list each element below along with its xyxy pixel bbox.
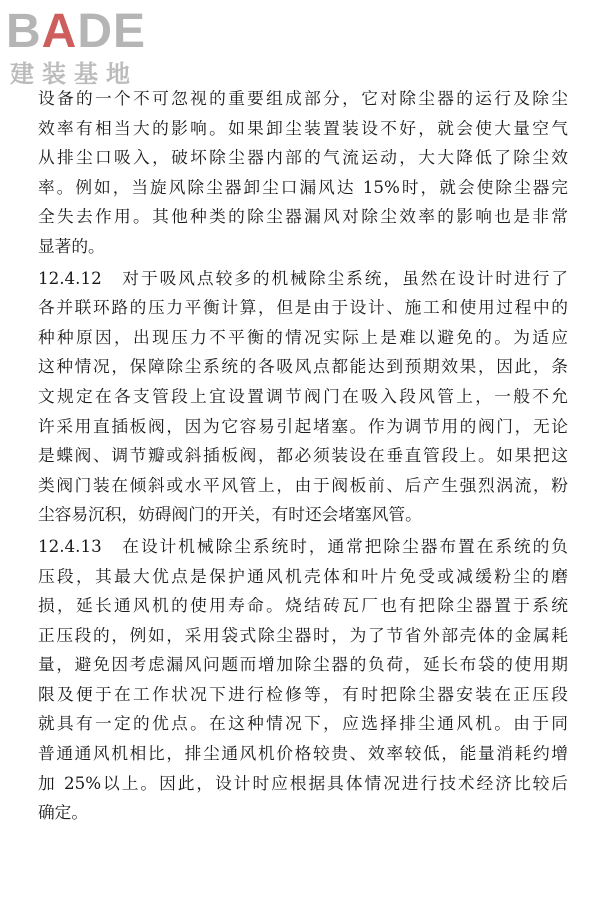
text-line: 损，延长通风机的使用寿命。烧结砖瓦厂也有把除尘器置于系统 (38, 595, 568, 616)
text-line: 这种情况，保障除尘系统的各吸风点都能达到预期效果，因此，条 (38, 356, 568, 377)
text-line: 就具有一定的优点。在这种情况下，应选择排尘通风机。由于同 (38, 713, 568, 734)
text-line: 各并联环路的压力平衡计算，但是由于设计、施工和使用过程中的 (38, 297, 568, 318)
watermark-brand-accent: A (41, 5, 78, 58)
text-line: 12.4.13 在设计机械除尘系统时，通常把除尘器布置在系统的负 (38, 535, 568, 556)
text-line: 限及便于在工作状况下进行检修等，有时把除尘器安装在正压段 (38, 683, 568, 704)
paragraph-12-4-12 (38, 264, 568, 530)
text-line: 正压段的，例如，采用袋式除尘器时，为了节省外部壳体的金属耗 (38, 624, 568, 645)
text-line: 效率有相当大的影响。如果卸尘装置装设不好，就会使大量空气 (38, 117, 568, 138)
text-line: 量，避免因考虑漏风问题而增加除尘器的负荷，延长布袋的使用期 (38, 654, 568, 675)
text-line: 种种原因，出现压力不平衡的情况实际上是难以避免的。为适应 (38, 326, 568, 347)
watermark-subtitle: 建装基地 (10, 60, 138, 88)
text-line: 尘容易沉积，妨碍阀门的开关，有时还会堵塞风管。 (38, 504, 422, 525)
text-line: 12.4.12 对于吸风点较多的机械除尘系统，虽然在设计时进行了 (38, 267, 568, 288)
text-line: 率。例如，当旋风除尘器卸尘口漏风达 15%时，就会使除尘器完 (38, 176, 568, 197)
text-line: 加 25%以上。因此，设计时应根据具体情况进行技术经济比较后 (38, 772, 568, 793)
text-line: 全失去作用。其他种类的除尘器漏风对除尘效率的影响也是非常 (38, 206, 568, 227)
text-line: 类阀门装在倾斜或水平风管上，由于阀板前、后产生强烈涡流，粉 (38, 474, 568, 495)
text-line: 许采用直插板阀，因为它容易引起堵塞。作为调节用的阀门，无论 (38, 415, 568, 436)
text-line: 从排尘口吸入，破坏除尘器内部的气流运动，大大降低了除尘效 (38, 147, 568, 168)
text-line: 是蝶阀、调节瓣或斜插板阀，都必须装设在垂直管段上。如果把这 (38, 445, 568, 466)
text-line: 普通通风机相比，排尘通风机价格较贵、效率较低，能量消耗约增 (38, 743, 568, 764)
text-line: 设备的一个不可忽视的重要组成部分，它对除尘器的运行及除尘 (38, 88, 568, 108)
text-line: 压段，其最大优点是保护通风机壳体和叶片免受或减缓粉尘的磨 (38, 565, 568, 586)
watermark-brand: BADE (6, 5, 147, 58)
text-line: 文规定在各支管段上宜设置调节阀门在吸入段风管上，一般不允 (38, 385, 568, 406)
text-line: 显著的。 (38, 235, 105, 256)
paragraph-12-4-13 (38, 532, 568, 828)
paragraph-intro (38, 84, 568, 262)
document-body (38, 84, 568, 828)
text-line: 确定。 (38, 802, 89, 823)
watermark-logo (6, 6, 181, 88)
